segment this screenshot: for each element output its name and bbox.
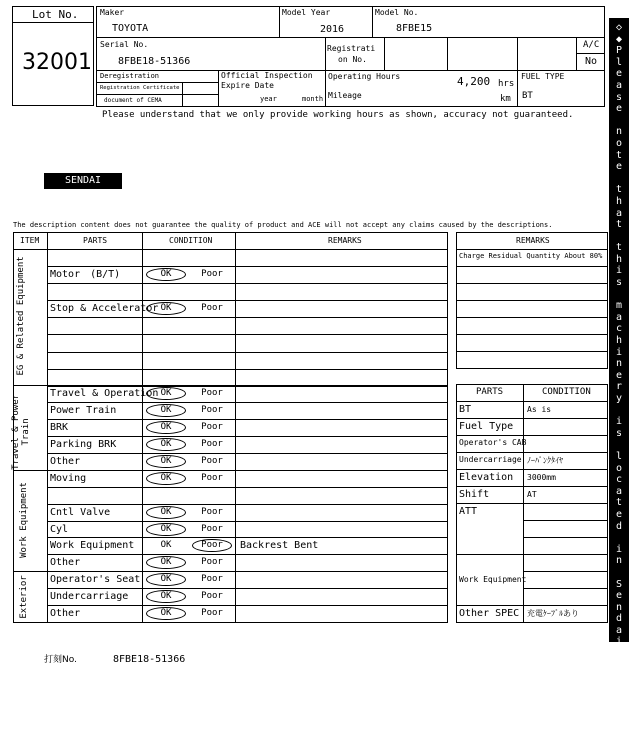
- year-label: year: [260, 95, 277, 103]
- op-hours-value: 4,200: [457, 75, 491, 88]
- row-part-label: Other: [50, 557, 81, 568]
- condition-poor-option[interactable]: Poor: [201, 524, 223, 534]
- hrs-unit: hrs: [498, 79, 515, 89]
- condition-ok-selected[interactable]: OK: [146, 455, 186, 468]
- group-travel: [12, 390, 32, 474]
- stamp-value: 8FBE18-51366: [113, 654, 186, 665]
- side-remarks-line1: Charge Residual Quantity About 80%: [459, 252, 603, 260]
- condition-ok-selected[interactable]: OK: [146, 523, 186, 536]
- condition-poor-option[interactable]: Poor: [201, 303, 223, 313]
- stamp-label: 打刻No.: [44, 655, 77, 665]
- fuel-type-label: FUEL TYPE: [521, 72, 565, 81]
- parts-side-part: Work Equipment: [459, 575, 527, 584]
- col-item: ITEM: [20, 236, 40, 245]
- condition-poor-option[interactable]: Poor: [201, 574, 223, 584]
- condition-poor-selected[interactable]: Poor: [192, 539, 232, 552]
- serial-label: Serial No.: [100, 40, 149, 49]
- row-part-label: Operator's Seat: [50, 574, 141, 585]
- condition-ok-selected[interactable]: OK: [146, 421, 186, 434]
- row-part-label: Cntl Valve: [50, 507, 111, 518]
- parts-side-part: Elevation: [459, 472, 514, 483]
- condition-ok-selected[interactable]: OK: [146, 590, 186, 603]
- maker-label: Maker: [100, 8, 125, 17]
- condition-ok-selected[interactable]: OK: [146, 506, 186, 519]
- condition-poor-option[interactable]: Poor: [201, 422, 223, 432]
- model-no-label: Model No.: [375, 8, 419, 17]
- condition-ok-selected[interactable]: OK: [146, 556, 186, 569]
- row-part-label: BRK: [50, 422, 69, 433]
- parts-side-part: Undercarriage: [459, 455, 522, 464]
- condition-ok-selected[interactable]: OK: [146, 404, 186, 417]
- location-sidebar: [609, 18, 629, 729]
- parts-side-condition: 3000mm: [527, 473, 556, 482]
- condition-ok-selected[interactable]: OK: [146, 387, 186, 400]
- parts-side-part: Operator's CAB: [459, 438, 527, 447]
- group-exterior: Exterior: [19, 575, 30, 619]
- lot-number: 32001: [22, 50, 92, 75]
- location-badge: SENDAI: [44, 173, 122, 189]
- condition-poor-option[interactable]: Poor: [201, 591, 223, 601]
- row-part-label: Other: [50, 456, 81, 467]
- col-remarks: REMARKS: [328, 236, 362, 245]
- model-no-value: 8FBE15: [396, 23, 433, 34]
- parts-side-part: Fuel Type: [459, 421, 514, 432]
- reg-cert-label: Registration Certificate: [100, 85, 180, 91]
- row-part-label: Other: [50, 608, 81, 619]
- row-part-label: Undercarriage: [50, 591, 129, 602]
- model-year-label: Model Year: [282, 8, 331, 17]
- registration-label-1: Registrati: [327, 44, 376, 53]
- parts-side-part: Other SPEC: [459, 608, 520, 619]
- registration-label-2: on No.: [338, 55, 367, 64]
- op-hours-label: Operating Hours: [328, 72, 401, 81]
- inspection-label-2: Expire Date: [221, 81, 274, 90]
- km-unit: km: [500, 94, 511, 104]
- row-remark: Backrest Bent: [240, 540, 319, 551]
- row-part-label: Moving: [50, 473, 87, 484]
- lot-label: Lot No.: [32, 8, 79, 21]
- cema-label: document of CEMA: [104, 97, 162, 104]
- row-part-label: Power Train: [50, 405, 117, 416]
- parts-side-col-parts: PARTS: [476, 387, 504, 397]
- parts-side-condition: As is: [527, 405, 552, 414]
- col-condition: CONDITION: [169, 236, 213, 245]
- group-travel-line2: Train: [21, 418, 31, 446]
- condition-ok-option[interactable]: OK: [160, 540, 172, 550]
- condition-ok-selected[interactable]: OK: [146, 438, 186, 451]
- row-part-label: Travel & Operation: [50, 388, 159, 399]
- condition-poor-option[interactable]: Poor: [201, 557, 223, 567]
- col-parts: PARTS: [83, 236, 108, 245]
- ac-value: No: [585, 56, 598, 67]
- condition-poor-option[interactable]: Poor: [201, 473, 223, 483]
- condition-poor-option[interactable]: Poor: [201, 608, 223, 618]
- condition-poor-option[interactable]: Poor: [201, 388, 223, 398]
- condition-ok-selected[interactable]: OK: [146, 268, 186, 281]
- ac-label: A/C: [583, 40, 600, 50]
- model-year-value: 2016: [320, 24, 345, 35]
- row-part-label: Motor (B/T): [50, 269, 121, 280]
- condition-poor-option[interactable]: Poor: [201, 456, 223, 466]
- condition-ok-selected[interactable]: OK: [146, 302, 186, 315]
- group-eg: EG & Related Equipment: [16, 256, 27, 376]
- parts-side-condition: 充電ｹｰﾌﾞﾙあり: [527, 609, 579, 618]
- parts-side-col-condition: CONDITION: [542, 387, 591, 397]
- row-part-label: Parking BRK: [50, 439, 117, 450]
- condition-ok-selected[interactable]: OK: [146, 472, 186, 485]
- mileage-label: Mileage: [328, 91, 362, 100]
- row-part-label: Stop & Accelerator: [50, 303, 159, 314]
- serial-value: 8FBE18-51366: [118, 56, 191, 67]
- dereg-label: Deregistration: [100, 72, 160, 80]
- month-label: month: [302, 95, 324, 103]
- maker-value: TOYOTA: [112, 23, 149, 34]
- location-sidebar-text: ◇ ◆ P l e a s e n o t e t h a t t h i s m a c h i n e r y i s l o c a t e d i n S e n d a i Y a r d ◆ ◇: [615, 22, 623, 729]
- group-work: Work Equipment: [19, 482, 30, 558]
- fuel-type-value: BT: [522, 91, 533, 101]
- parts-side-part: Shift: [459, 489, 490, 500]
- row-part-label: Cyl: [50, 524, 69, 535]
- condition-poor-option[interactable]: Poor: [201, 269, 223, 279]
- parts-side-condition: ﾉｰﾊﾟﾝｸﾀｲﾔ: [527, 456, 563, 465]
- condition-poor-option[interactable]: Poor: [201, 405, 223, 415]
- side-remarks-title: REMARKS: [516, 236, 550, 245]
- parts-side-part: ATT: [459, 506, 478, 517]
- group-travel-line1: Travel & Power: [11, 393, 22, 470]
- condition-ok-selected[interactable]: OK: [146, 573, 186, 586]
- inspection-label-1: Official Inspection: [221, 71, 313, 80]
- parts-side-part: BT: [459, 404, 472, 415]
- hours-notice: Please understand that we only provide working hours as shown, accuracy not guaranteed.: [102, 110, 574, 120]
- parts-side-condition: AT: [527, 490, 537, 499]
- row-part-label: Work Equipment: [50, 540, 135, 551]
- condition-poor-option[interactable]: Poor: [201, 439, 223, 449]
- condition-ok-selected[interactable]: OK: [146, 607, 186, 620]
- disclaimer: The description content does not guarantee the quality of product and ACE will not accept any claims caused by the descriptions.: [13, 221, 553, 229]
- condition-poor-option[interactable]: Poor: [201, 507, 223, 517]
